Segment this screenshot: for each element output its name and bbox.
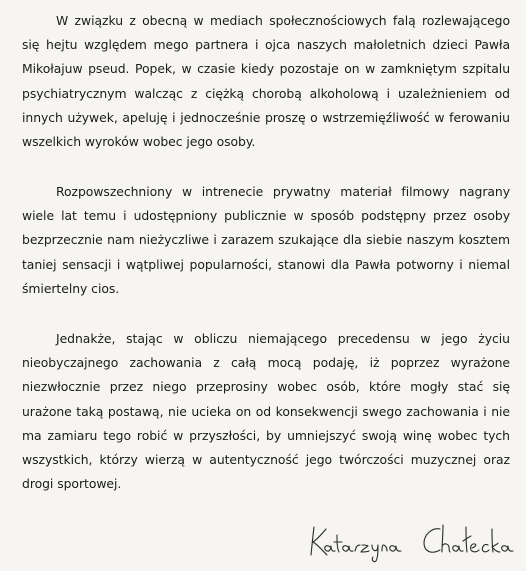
handwritten-signature [300,515,520,563]
paragraph-2: Rozpowszechniony w intrenecie prywatny materiał filmowy nagrany wiele lat temu i udostępniony publicznie w sposób podstępny przez osoby bezprzecznie nam nieżyczliwe i zarazem szukające dla siebie naszym kosztem taniej sensacji i wątpliwej popularności, stanowi dla Pawła potworny i niemal śmiertelny cios. [22,184,510,296]
paragraph-3: Jednakże, stając w obliczu niemającego precedensu w jego życiu nieobyczajnego zachowania z całą mocą podaję, iż poprzez wyrażone niezwłocznie przez niego przeprosiny wobec osób, które mogły stać się urażone taką postawą, nie ucieka on od konsekwencji swego zachowania i nie ma zamiaru tego robić w przyszłości, by umniejszyć swoją winę wobec tych wszystkich, którzy wierzą w autentyczność jego twórczości muzycznej oraz drogi sportowej. [22,331,510,492]
paragraph-1: W związku z obecną w mediach społecznościowych falą rozlewającego się hejtu względem mego partnera i ojca naszych małoletnich dzieci Pawła Mikołajuw pseud. Popek, w czasie kiedy pozostaje on w zamkniętym szpitalu psychiatrycznym walcząc z ciężką chorobą alkoholową i uzależnieniem od innych używek, apeluję i jednocześnie proszę o wstrzemięźliwość w ferowaniu wszelkich wyroków wobec jego osoby. [22,13,510,150]
